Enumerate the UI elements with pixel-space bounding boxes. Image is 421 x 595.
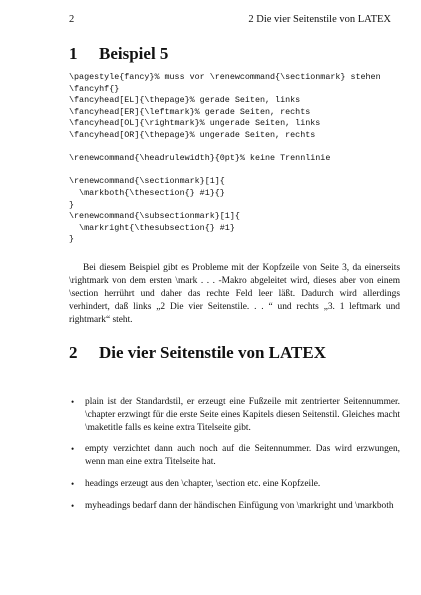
section-number: 1: [69, 44, 78, 63]
running-title: 2 Die vier Seitenstile von LATEX: [248, 14, 391, 25]
bullet-icon: •: [71, 500, 75, 511]
list-item-text: headings erzeugt aus den \chapter, \section etc. eine Kopfzeile.: [85, 478, 321, 489]
body-paragraph: [69, 262, 400, 327]
bullet-icon: •: [71, 478, 75, 489]
section-heading-1: [69, 44, 168, 64]
bullet-icon: •: [71, 397, 75, 407]
bullet-icon: •: [71, 444, 75, 455]
section-heading-2: [69, 343, 326, 363]
page-number: 2: [69, 14, 75, 25]
list-item: [69, 478, 400, 491]
list-item: [69, 500, 400, 513]
list-item: [69, 396, 400, 434]
code-block: \pagestyle{fancy}% muss vor \renewcommand{\sectionmark} stehen \fancyhf{} \fancyhead[EL]{\thepage}% gerade Seiten, links \fancyhead[ER]{\leftmark}% gerade Seiten, rechts \fancyhead[OL]{\rightmark}% ungerade Seiten, links \fancyhead[OR]{\thepage}% ungerade Seiten, rechts \renewcommand{\headrulewidth}{0pt}% keine Trennlinie \renewcommand{\sectionmark}[1]{ \markboth{\thesection{} #1}{} } \renewcommand{\subsectionmark}[1]{ \markright{\thesubsection{} #1} }: [69, 72, 381, 245]
paragraph-text: Bei diesem Beispiel gibt es Probleme mit der Kopfzeile von Seite 3, da einerseits \rightmark von dem ersten \mark . . . -Makro abgeleitet wird, dieses aber von einem \section herrührt und daher das rechte Feld leer läßt. Dadurch wird allerdings verhindert, daß links „2 Die vier Seitenstile. . . “ und rechts „3. 1 leftmark und rightmark“ steht.: [69, 263, 400, 325]
section-title-text: Die vier Seitenstile von LATEX: [99, 343, 326, 362]
running-header: [69, 14, 391, 25]
section-title-text: Beispiel 5: [99, 44, 169, 63]
pagestyle-list: [69, 396, 400, 522]
list-item-text: empty verzichtet dann auch noch auf die Seitennummer. Das wird erzwungen, wenn man eine extra Titelseite hat.: [85, 444, 400, 468]
list-item: [69, 443, 400, 469]
section-number: 2: [69, 343, 78, 362]
list-item-text: plain ist der Standardstil, er erzeugt eine Fußzeile mit zentrierter Seitennummer. \chapter erzwingt für die erste Seite eines Kapitels diesen Seitenstil. Gleiches macht \maketitle falls es keine extra Titelseite gibt.: [85, 397, 400, 433]
list-item-text: myheadings bedarf dann der händischen Einfügung von \markright und \markboth: [85, 500, 394, 511]
